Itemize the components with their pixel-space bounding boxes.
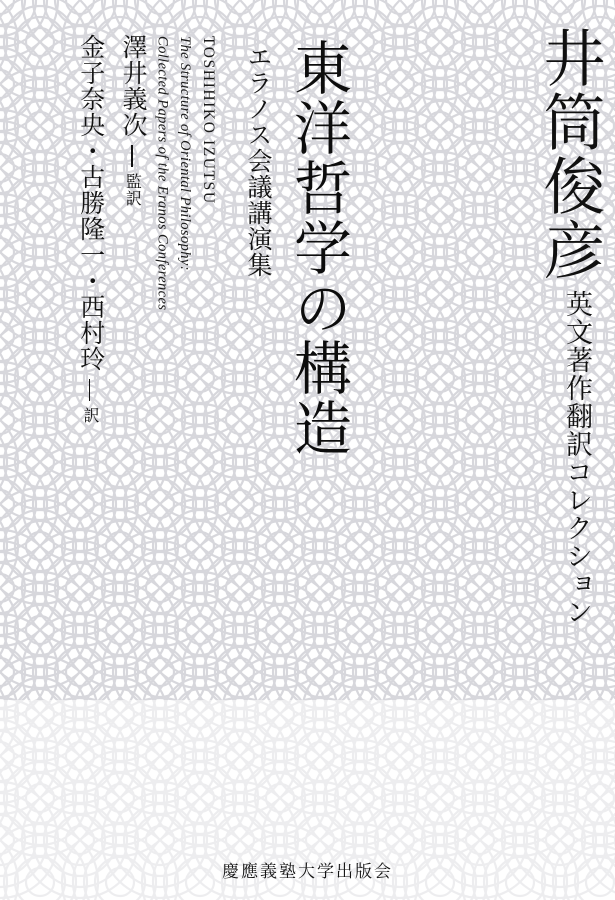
- page-title: 東洋哲学の構造: [285, 38, 350, 458]
- english-title-line-2: Collected Papers of the Eranos Conferences: [154, 36, 171, 311]
- english-title-line-1: The Structure of Oriental Philosophy:: [177, 36, 193, 271]
- translator-names-group: [77, 34, 103, 424]
- supervisor-group: [119, 34, 145, 207]
- translator-names: 金子奈央・古勝隆一・西村玲: [76, 34, 104, 372]
- supervisor-name: 澤井義次: [119, 34, 146, 138]
- publisher-name: 慶應義塾大学出版会: [222, 862, 393, 881]
- translator-role: 訳: [81, 407, 99, 424]
- author-name-romaji: TOSHIHIKO IZUTSU: [200, 36, 217, 205]
- author-name-japanese: 井筒俊彦: [534, 26, 602, 282]
- subtitle: エラノス会議講演集: [244, 44, 271, 278]
- latin-title-block: [152, 36, 217, 310]
- supervisor-role: 監訳: [123, 173, 141, 207]
- rule-divider: [131, 145, 133, 167]
- translator-credits: [77, 34, 146, 424]
- rule-divider: [89, 379, 91, 401]
- series-label: 英文著作翻訳コレクション: [562, 290, 592, 626]
